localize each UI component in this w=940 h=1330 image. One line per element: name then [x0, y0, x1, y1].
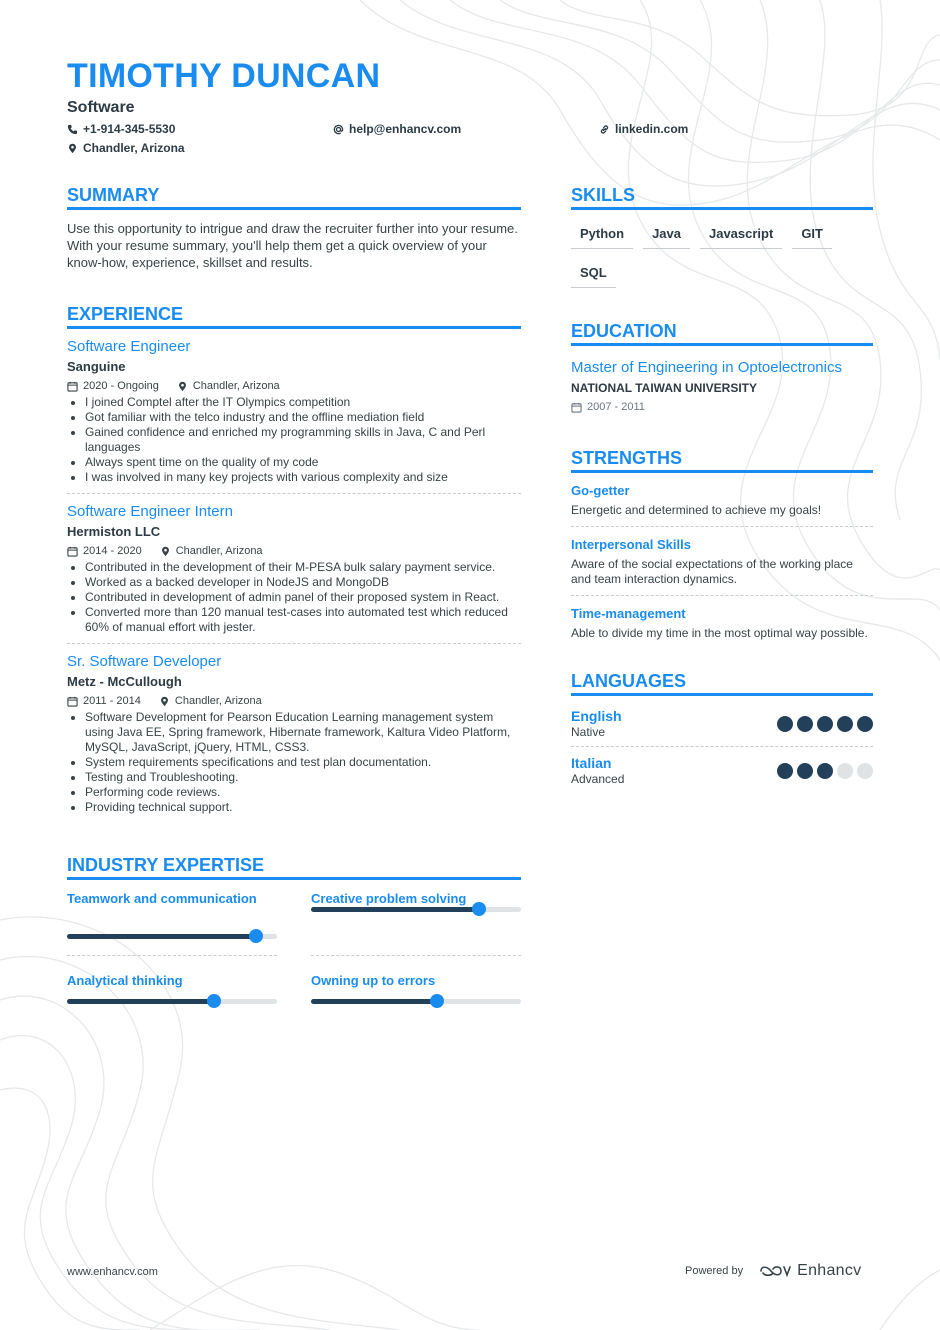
skill-tag: Python — [571, 220, 633, 249]
expertise-bar-fill — [67, 999, 214, 1004]
strengths-list — [571, 473, 873, 649]
location-pin-icon — [160, 546, 171, 557]
languages-title: LANGUAGES — [571, 671, 873, 696]
job-company: Hermiston LLC — [67, 524, 161, 539]
candidate-role: Software — [67, 99, 135, 116]
language-level: Advanced — [571, 772, 625, 786]
proficiency-dot — [817, 763, 833, 779]
job-location — [159, 694, 262, 708]
job-bullet: • System requirements specifications and test plan documentation. — [85, 755, 521, 770]
expertise-grid — [67, 890, 521, 1020]
job-location — [177, 379, 280, 393]
at-icon — [333, 124, 344, 135]
contact-linkedin — [599, 121, 688, 137]
location-text: Chandler, Arizona — [83, 141, 185, 155]
job-bullet: • Providing technical support. — [85, 800, 521, 815]
strength-desc: Energetic and determined to achieve my goals! — [571, 503, 822, 517]
language-info — [571, 708, 622, 740]
phone-text[interactable]: +1-914-345-5530 — [83, 122, 176, 136]
job-bullet: • Contributed in the development of their M-PESA bulk salary payment service. — [85, 560, 521, 575]
brand-name: Enhancv — [797, 1262, 862, 1279]
job-title: Sr. Software Developer — [67, 653, 222, 670]
job-meta — [67, 694, 521, 708]
strength-item — [571, 526, 873, 595]
proficiency-dot — [857, 763, 873, 779]
skills-title: SKILLS — [571, 185, 873, 210]
skills-list — [571, 220, 873, 288]
expertise-bar — [67, 999, 277, 1004]
expertise-item — [311, 890, 521, 956]
strength-desc: Able to divide my time in the most optimal way possible. — [571, 626, 868, 640]
summary-section — [67, 185, 521, 271]
email-link[interactable]: help@enhancv.com — [349, 122, 462, 136]
job-bullet: • I was involved in many key projects with various complexity and size — [85, 470, 521, 485]
industry-expertise-section — [67, 855, 521, 1020]
experience-section — [67, 304, 521, 823]
education-dates-text: 2007 - 2011 — [587, 401, 645, 413]
job-bullet: • Testing and Troubleshooting. — [85, 770, 521, 785]
job-bullet: • Always spent time on the quality of my code — [85, 455, 521, 470]
expertise-bar — [311, 999, 521, 1004]
powered-by-text: Powered by — [685, 1265, 744, 1277]
skill-tag: SQL — [571, 259, 616, 288]
job-bullet: • Performing code reviews. — [85, 785, 521, 800]
job-meta — [67, 544, 521, 558]
education-school: NATIONAL TAIWAN UNIVERSITY — [571, 381, 757, 395]
proficiency-dot — [777, 716, 793, 732]
experience-title: EXPERIENCE — [67, 304, 521, 329]
skill-tag: Javascript — [700, 220, 782, 249]
contact-email — [333, 121, 461, 137]
brand-logo[interactable] — [759, 1262, 861, 1280]
strength-item — [571, 473, 873, 526]
link-icon — [599, 124, 610, 135]
job-bullet: • Software Development for Pearson Education Learning management system using Java EE, Spring framework, Hibernate framework, Kaltura Video Platform, MySQL, JavaScript, jQuery, HTML, CSS3. — [85, 710, 521, 755]
expertise-bar — [311, 907, 521, 912]
proficiency-dot — [837, 763, 853, 779]
job-dates — [67, 379, 159, 393]
left-column — [67, 185, 521, 1020]
expertise-item — [67, 890, 277, 956]
skill-tag: Java — [643, 220, 690, 249]
calendar-icon — [67, 546, 78, 557]
skill-tag: GIT — [792, 220, 832, 249]
education-section — [571, 321, 873, 414]
expertise-bar-knob — [430, 994, 444, 1008]
candidate-name: TIMOTHY DUNCAN — [67, 57, 381, 95]
strengths-section — [571, 448, 873, 649]
job-location-text: Chandler, Arizona — [192, 380, 280, 392]
skills-section — [571, 185, 873, 288]
footer-website[interactable]: www.enhancv.com — [67, 1266, 158, 1278]
job-entry — [67, 337, 521, 493]
summary-text: Use this opportunity to intrigue and draw the recruiter further into your resume. With your resume summary, you'll help them get a quick overview of your know-how, experience, skillset and results. — [67, 221, 518, 270]
language-name: Italian — [571, 755, 612, 771]
job-bullet: • Worked as a backed developer in NodeJS and MongoDB — [85, 575, 521, 590]
footer-powered-by — [685, 1262, 861, 1280]
expertise-label: Teamwork and communication — [67, 891, 257, 906]
education-degree: Master of Engineering in Optoelectronics — [571, 359, 842, 376]
job-company: Metz - McCullough — [67, 674, 182, 689]
job-title: Software Engineer — [67, 338, 191, 355]
job-bullets — [67, 560, 521, 635]
proficiency-dot — [777, 763, 793, 779]
proficiency-dot — [797, 763, 813, 779]
proficiency-dot — [817, 716, 833, 732]
expertise-label: Owning up to errors — [311, 973, 436, 988]
location-pin-icon — [177, 381, 188, 392]
job-bullet: • Converted more than 120 manual test-cases into automated test which reduced 60% of manual effort with jester. — [85, 605, 521, 635]
job-entry — [67, 643, 521, 823]
proficiency-dot — [797, 716, 813, 732]
location-pin-icon — [67, 143, 78, 154]
calendar-icon — [67, 696, 78, 707]
job-meta — [67, 379, 521, 393]
job-bullet: • Contributed in development of admin panel of their proposed system in React. — [85, 590, 521, 605]
industry-expertise-title: INDUSTRY EXPERTISE — [67, 855, 521, 880]
job-bullets — [67, 710, 521, 815]
job-bullet: • I joined Comptel after the IT Olympics competition — [85, 395, 521, 410]
expertise-bar-fill — [67, 934, 256, 939]
job-location — [160, 544, 263, 558]
expertise-label: Analytical thinking — [67, 973, 183, 988]
job-title: Software Engineer Intern — [67, 503, 233, 520]
job-dates-text: 2020 - Ongoing — [83, 380, 159, 392]
job-bullet: • Gained confidence and enriched my programming skills in Java, C and Perl languages — [85, 425, 521, 455]
language-level: Native — [571, 725, 606, 739]
contact-location — [67, 140, 185, 156]
enhancv-logo-icon — [759, 1263, 791, 1279]
language-item — [571, 746, 873, 793]
location-pin-icon — [159, 696, 170, 707]
education-title: EDUCATION — [571, 321, 873, 346]
language-proficiency-dots — [777, 716, 873, 732]
summary-title: SUMMARY — [67, 185, 521, 210]
job-location-text: Chandler, Arizona — [175, 545, 263, 557]
language-info — [571, 755, 624, 787]
job-entry — [67, 493, 521, 643]
job-company: Sanguine — [67, 359, 126, 374]
contact-phone — [67, 121, 175, 137]
proficiency-dot — [857, 716, 873, 732]
expertise-bar-knob — [249, 929, 263, 943]
strength-title: Go-getter — [571, 483, 630, 498]
job-bullets — [67, 395, 521, 485]
education-dates — [571, 400, 645, 414]
expertise-item — [311, 972, 521, 1020]
languages-list — [571, 700, 873, 793]
expertise-bar-knob — [472, 902, 486, 916]
calendar-icon — [571, 402, 582, 413]
strength-title: Time-management — [571, 606, 686, 621]
expertise-bar-knob — [207, 994, 221, 1008]
strengths-title: STRENGTHS — [571, 448, 873, 473]
expertise-bar-fill — [311, 907, 479, 912]
job-dates — [67, 544, 142, 558]
phone-icon — [67, 124, 78, 135]
languages-section — [571, 671, 873, 793]
strength-desc: Aware of the social expectations of the working place and team interaction dynamics. — [571, 557, 853, 586]
expertise-bar — [67, 934, 277, 939]
language-proficiency-dots — [777, 763, 873, 779]
expertise-label: Creative problem solving — [311, 891, 467, 906]
right-column — [571, 185, 873, 793]
job-dates-text: 2011 - 2014 — [83, 695, 141, 707]
job-dates-text: 2014 - 2020 — [83, 545, 142, 557]
language-name: English — [571, 708, 622, 724]
calendar-icon — [67, 381, 78, 392]
expertise-bar-fill — [311, 999, 437, 1004]
job-list — [67, 337, 521, 823]
strength-title: Interpersonal Skills — [571, 537, 691, 552]
language-item — [571, 700, 873, 746]
job-dates — [67, 694, 141, 708]
job-location-text: Chandler, Arizona — [174, 695, 262, 707]
job-bullet: • Got familiar with the telco industry and the offline mediation field — [85, 410, 521, 425]
proficiency-dot — [837, 716, 853, 732]
strength-item — [571, 595, 873, 649]
expertise-item — [67, 972, 277, 1020]
education-meta — [571, 400, 873, 414]
linkedin-link[interactable]: linkedin.com — [615, 122, 689, 136]
